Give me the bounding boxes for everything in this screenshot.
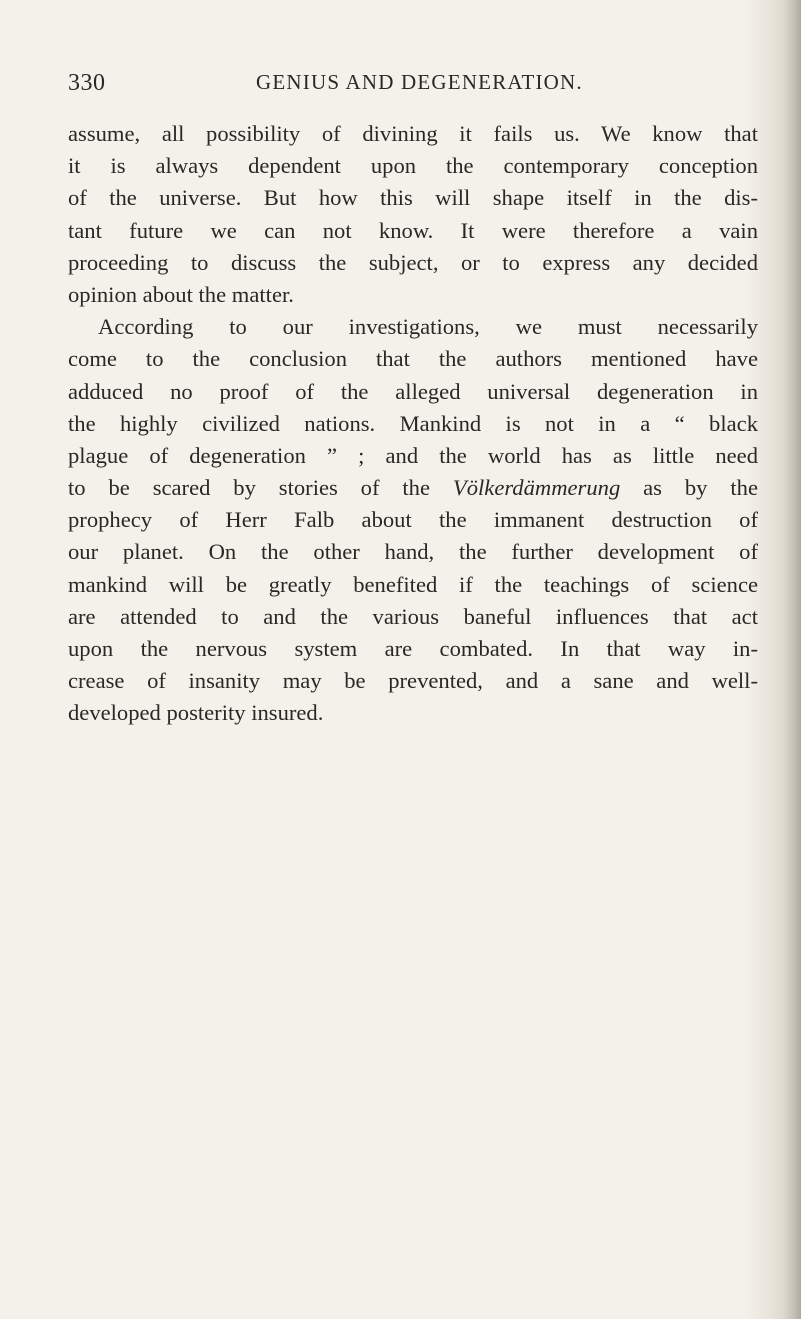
text-line: proceeding to discuss the subject, or to express any decided — [68, 249, 758, 275]
body-text — [68, 118, 758, 730]
page-number: 330 — [68, 70, 106, 96]
text-line: mankind will be greatly benefited if the teachings of science — [68, 571, 758, 597]
text-line-with-italic — [68, 472, 758, 504]
text-line: it is always dependent upon the contemporary conception — [68, 153, 758, 179]
text-line: assume, all possibility of divining it fails us. We know that — [68, 121, 758, 146]
text-line: are attended to and the various baneful influences that act — [68, 603, 758, 629]
text-line: crease of insanity may be prevented, and a sane and well- — [68, 668, 758, 694]
italic-term: Völkerdämmerung — [452, 475, 621, 501]
text-line: come to the conclusion that the authors mentioned have — [68, 346, 758, 372]
text-line: prophecy of Herr Falb about the immanent destruction of — [68, 507, 758, 533]
text-line: opinion about the matter. — [68, 281, 294, 307]
text-segment: as by the — [643, 475, 758, 501]
page-gutter-shadow — [783, 0, 801, 1319]
text-line: of the universe. But how this will shape itself in the dis- — [68, 185, 758, 211]
running-title: GENIUS AND DEGENERATION. — [256, 70, 583, 94]
text-line: tant future we can not know. It were therefore a vain — [68, 217, 758, 243]
text-line: our planet. On the other hand, the further development of — [68, 539, 758, 565]
text-line: upon the nervous system are combated. In that way in- — [68, 636, 758, 661]
text-line: developed posterity insured. — [68, 700, 324, 726]
text-line: the highly civilized nations. Mankind is not in a “ black — [68, 410, 758, 436]
text-line: plague of degeneration ” ; and the world has as little need — [68, 442, 758, 468]
running-head — [68, 70, 758, 100]
paragraph-first-line: According to our investigations, we must necessarily — [98, 314, 758, 340]
text-segment: to be scared by stories of the — [68, 475, 431, 501]
text-line: adduced no proof of the alleged universal degeneration in — [68, 378, 758, 404]
